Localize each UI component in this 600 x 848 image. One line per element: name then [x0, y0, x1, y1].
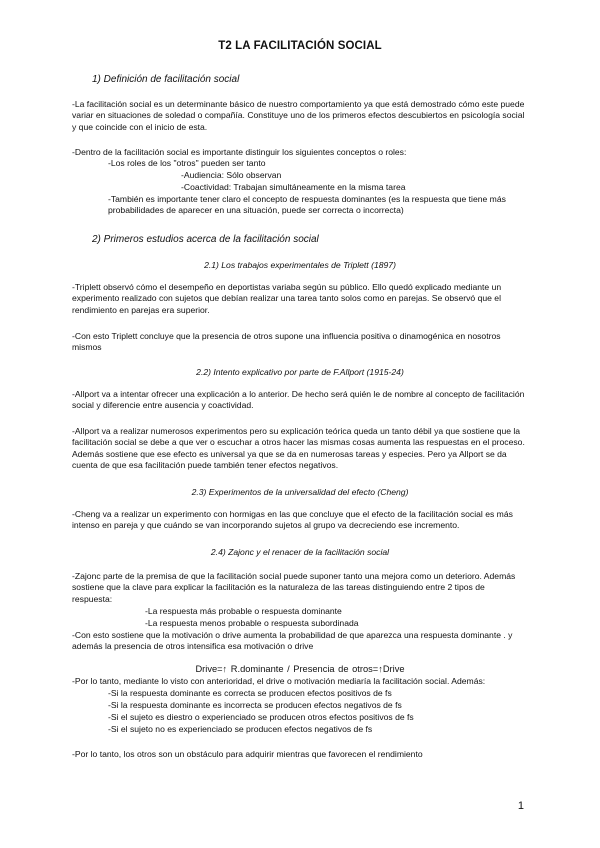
page-number: 1 — [517, 800, 524, 812]
role-audiencia: -Audiencia: Sólo observan — [181, 170, 282, 180]
consequence-2: -Si la respuesta dominante es incorrecta se producen efectos negativos de fs — [108, 700, 402, 710]
subsection-2-4-paragraph-3: -Por lo tanto, mediante lo visto con anterioridad, el drive o motivación mediaría la facilitación social. Además: — [72, 676, 486, 686]
consequence-1: -Si la respuesta dominante es correcta se producen efectos positivos de fs — [108, 688, 392, 698]
response-type-dominant: -La respuesta más probable o respuesta dominante — [145, 606, 342, 616]
subsection-2-4-paragraph-4: -Por lo tanto, los otros son un obstáculo para adquirir mientras que favorecen el rendimiento — [72, 749, 423, 759]
subsection-2-1-paragraph-2: -Con esto Triplett concluye que la presencia de otros supone una influencia positiva o dinamogénica en nosotros mismos — [72, 331, 501, 353]
page-title: T2 LA FACILITACIÓN SOCIAL — [218, 40, 382, 52]
consequence-4: -Si el sujeto no es experienciado se producen efectos negativos de fs — [108, 724, 373, 734]
subsection-2-4-paragraph-2: -Con esto sostiene que la motivación o drive aumenta la probabilidad de que aparezca una respuesta dominante . y además la presencia de otros intensifica esa motivación o drive — [72, 630, 513, 652]
response-type-subordinate: -La respuesta menos probable o respuesta subordinada — [145, 618, 359, 628]
section-2-heading: 2) Primeros estudios acerca de la facilitación social — [92, 234, 319, 245]
section-1-heading: 1) Definición de facilitación social — [92, 74, 240, 85]
subsection-2-1-paragraph-1: -Triplett observó cómo el desempeño en deportistas variaba según su público. Ello quedó explicado mediante un experimento realizado con sujetos que debían realizar una tarea tanto solos como en parejas. Se observó que el rendimiento en parejas era superior. — [72, 282, 502, 315]
subsection-2-2-paragraph-1: -Allport va a intentar ofrecer una explicación a lo anterior. De hecho será quién le de nombre al concepto de facilitación social y diferencie entre ausencia y coactividad. — [72, 389, 525, 411]
section-1-paragraph-1: -La facilitación social es un determinante básico de nuestro comportamiento ya que está demostrado cómo este puede variar en situaciones de soledad o compañía. Constituye uno de los primeros efectos descubiertos en psicología social y que coincide con el inicio de esta. — [72, 99, 525, 132]
subsection-2-1-heading: 2.1) Los trabajos experimentales de Triplett (1897) — [204, 260, 396, 270]
respuesta-dominante-note: -También es importante tener claro el concepto de respuesta dominantes (es la respuesta que tiene más probabilidades de aparecer en una situación, puede ser correcta o incorrecta) — [108, 194, 506, 216]
subsection-2-3-heading: 2.3) Experimentos de la universalidad del efecto (Cheng) — [191, 487, 409, 497]
drive-formula: Drive=↑ R.dominante / Presencia de otros=↑Drive — [195, 664, 405, 674]
subsection-2-2-paragraph-2: -Allport va a realizar numerosos experimentos pero su explicación teórica queda un tanto débil ya que sostiene que la facilitación social se debe a que ver o escuchar a otros hacer las mismas cosas aumenta las respuestas en el proceso. Además sostiene que ese efecto es universal ya que se da en numerosas tareas y especies. Pero ya Allport se da cuenta de que esa facilitación puede también tener efectos negativos. — [72, 426, 525, 471]
subsection-2-4-paragraph-1: -Zajonc parte de la premisa de que la facilitación social puede suponer tanto una mejora como un deterioro. Además sostiene que la clave para explicar la facilitación es la naturaleza de las tareas distinguiendo entre 2 tipos de respuesta: — [72, 571, 516, 604]
roles-intro: -Los roles de los "otros" pueden ser tanto — [108, 158, 266, 168]
section-1-paragraph-2: -Dentro de la facilitación social es importante distinguir los siguientes conceptos o roles: — [72, 147, 407, 157]
subsection-2-4-heading: 2.4) Zajonc y el renacer de la facilitación social — [210, 547, 390, 557]
consequence-3: -Si el sujeto es diestro o experienciado se producen otros efectos positivos de fs — [108, 712, 414, 722]
role-coactividad: -Coactividad: Trabajan simultáneamente en la misma tarea — [181, 182, 406, 192]
subsection-2-3-paragraph-1: -Cheng va a realizar un experimento con hormigas en las que concluye que el efecto de la facilitación social es más intenso en pareja y que cuándo se van incorporando sujetos al grupo va decreciendo ese incremento. — [72, 509, 513, 531]
subsection-2-2-heading: 2.2) Intento explicativo por parte de F.Allport (1915-24) — [196, 367, 404, 377]
